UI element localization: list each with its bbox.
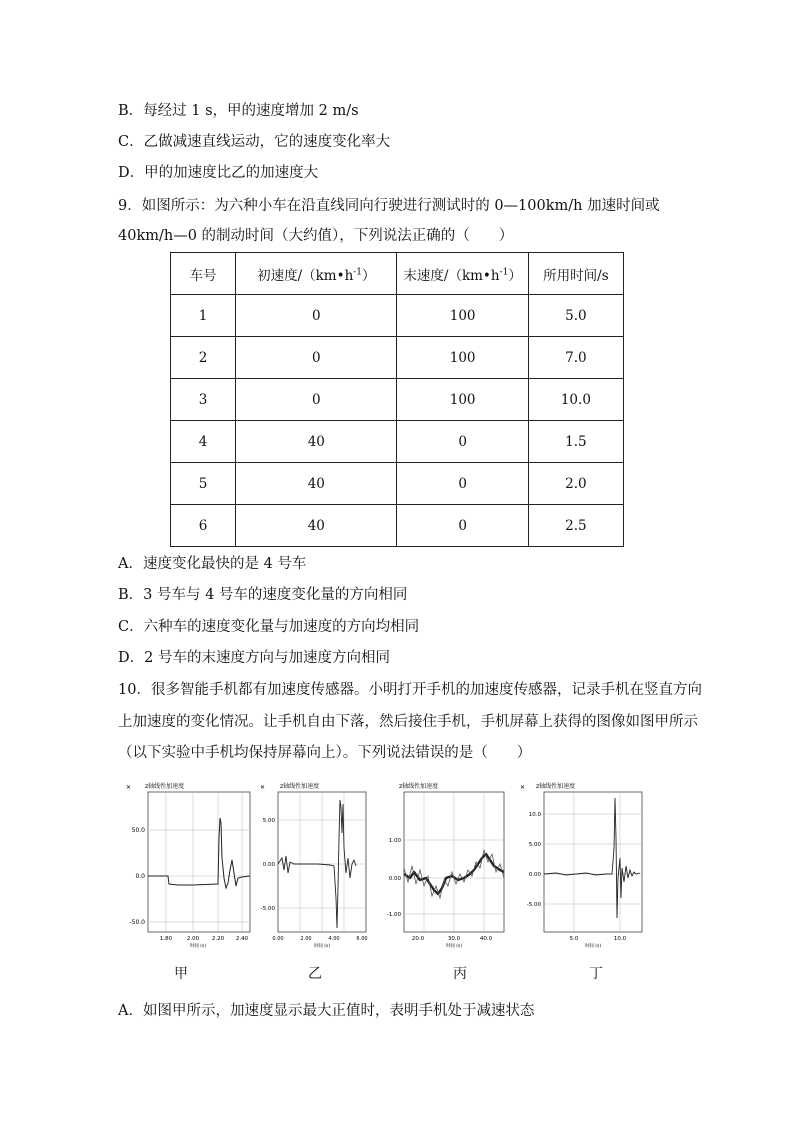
table-cell: 0	[236, 337, 397, 379]
q9-stem-line1: 9．如图所示：为六种小车在沿直线同向行驶进行测试时的 0—100km/h 加速时间或	[118, 198, 660, 214]
graph-caption-ding: 丁	[589, 966, 603, 982]
y-tick-label: 50.0	[131, 827, 145, 834]
car-test-table	[170, 252, 624, 547]
x-tick-label: 30.0	[447, 936, 461, 942]
graph-yi	[258, 778, 373, 948]
table-cell: 10.0	[528, 379, 623, 421]
x-tick-label: 2.00	[186, 936, 200, 942]
q10-stem-line2: 上加速度的变化情况。让手机自由下落，然后接住手机，手机屏幕上获得的图像如图甲所示	[118, 714, 698, 730]
header-car-number: 车号	[171, 253, 236, 295]
data-trace	[544, 798, 640, 918]
gridlines	[148, 792, 250, 932]
table-cell: 0	[397, 421, 528, 463]
q9-option-b: B．3 号车与 4 号车的速度变化量的方向相同	[118, 587, 408, 603]
table-cell: 0	[236, 295, 397, 337]
header-final-speed: 末速度$/(km•h^{-1})$	[397, 253, 528, 295]
option-b-prev: B．每经过 1 s，甲的速度增加 2 m/s	[118, 103, 359, 119]
x-tick-label: 40.0	[479, 936, 493, 942]
table-cell: 40	[236, 421, 397, 463]
graph-jia	[118, 778, 258, 948]
gridlines	[404, 792, 504, 932]
x-axis-label: 时间 (s)	[313, 944, 331, 948]
table-cell: 100	[397, 337, 528, 379]
table-header-row	[171, 253, 624, 295]
table-cell: 5.0	[528, 295, 623, 337]
table-cell: 4	[171, 421, 236, 463]
x-tick-label: 10.0	[613, 936, 627, 942]
y-tick-label: -1.00	[386, 912, 401, 918]
x-tick-label: 2.00	[300, 936, 312, 942]
y-tick-label: 5.00	[528, 842, 541, 848]
option-c-prev: C．乙做减速直线运动，它的速度变化率大	[118, 134, 391, 150]
gridlines	[544, 792, 642, 932]
y-tick-label: 0.00	[262, 862, 275, 868]
graph-ding	[516, 778, 661, 948]
graph-jia-plot	[118, 778, 258, 948]
graph-ding-plot	[516, 778, 661, 948]
y-tick-label: 0.0	[135, 873, 145, 880]
q10-stem-line3: （以下实验中手机均保持屏幕向上）。下列说法错误的是（ ）	[118, 745, 532, 761]
x-axis-label: 时间 (s)	[584, 944, 602, 948]
table-row	[171, 505, 624, 547]
q10-option-a: A．如图甲所示，加速度显示最大正值时，表明手机处于减速状态	[118, 1003, 535, 1019]
table-cell: 0	[397, 505, 528, 547]
graph-caption-jia: 甲	[174, 966, 188, 982]
q10-stem-line1: 10．很多智能手机都有加速度传感器。小明打开手机的加速度传感器，记录手机在竖直方向	[118, 682, 702, 698]
x-axis-label: 时间 (s)	[445, 944, 463, 948]
table-cell: 100	[397, 379, 528, 421]
x-tick-label: 2.40	[235, 936, 249, 942]
y-tick-label: 10.0	[528, 812, 541, 818]
table-cell: 0	[397, 463, 528, 505]
table-cell: 1	[171, 295, 236, 337]
table-cell: 2.5	[528, 505, 623, 547]
plot-frame	[544, 792, 642, 932]
data-trace	[148, 818, 250, 888]
table-cell: 6	[171, 505, 236, 547]
y-tick-label: 0.00	[388, 876, 401, 882]
table-cell: 2	[171, 337, 236, 379]
table-cell: 0	[236, 379, 397, 421]
table-cell: 1.5	[528, 421, 623, 463]
x-tick-label: 6.00	[356, 936, 368, 942]
menu-icon: ✕	[260, 784, 266, 791]
x-tick-label: 5.0	[569, 936, 579, 942]
header-initial-speed: 初速度$/(km•h^{-1})$	[236, 253, 397, 295]
q9-stem-line2: 40km/h—0 的制动时间（大约值），下列说法正确的（ ）	[118, 228, 514, 244]
q9-option-d: D．2 号车的末速度方向与加速度方向相同	[118, 650, 390, 666]
table-cell: 5	[171, 463, 236, 505]
y-tick-label: 1.00	[388, 838, 401, 844]
y-tick-label: 5.00	[262, 818, 275, 824]
q9-option-c: C．六种车的速度变化量与加速度的方向均相同	[118, 619, 420, 635]
menu-icon: ✕	[520, 784, 526, 791]
x-tick-label: 4.00	[328, 936, 340, 942]
x-axis-label: 时间 (s)	[189, 944, 207, 948]
y-tick-label: -50.0	[129, 919, 145, 926]
y-tick-label: 0.00	[528, 872, 541, 878]
option-d-prev: D．甲的加速度比乙的加速度大	[118, 165, 319, 181]
graph-title: z轴线性加速度	[280, 783, 320, 790]
table-cell: 40	[236, 463, 397, 505]
x-tick-label: 2.20	[211, 936, 225, 942]
table-row	[171, 463, 624, 505]
table-row	[171, 421, 624, 463]
table-cell: 2.0	[528, 463, 623, 505]
graph-bing	[374, 778, 514, 948]
graph-title: z轴线性加速度	[536, 783, 576, 790]
x-tick-label: 1.80	[159, 936, 173, 942]
table-row	[171, 337, 624, 379]
menu-icon: ✕	[126, 784, 132, 791]
graph-bing-plot	[374, 778, 514, 948]
header-time: 所用时间/s	[528, 253, 623, 295]
table-cell: 40	[236, 505, 397, 547]
y-tick-label: -5.00	[526, 902, 541, 908]
graph-caption-yi: 乙	[308, 966, 322, 982]
q9-option-a: A．速度变化最快的是 4 号车	[118, 556, 307, 572]
graph-title: z轴线性加速度	[145, 783, 185, 790]
x-tick-label: 20.0	[411, 936, 425, 942]
plot-frame	[148, 792, 250, 932]
table-cell: 3	[171, 379, 236, 421]
graph-title: z轴线性加速度	[399, 783, 439, 790]
table-cell: 100	[397, 295, 528, 337]
x-tick-label: 0.00	[272, 936, 284, 942]
table-cell: 7.0	[528, 337, 623, 379]
y-tick-label: -5.00	[260, 906, 275, 912]
graph-yi-plot	[258, 778, 373, 948]
table-row	[171, 379, 624, 421]
table-row	[171, 295, 624, 337]
graph-caption-bing: 丙	[453, 966, 467, 982]
